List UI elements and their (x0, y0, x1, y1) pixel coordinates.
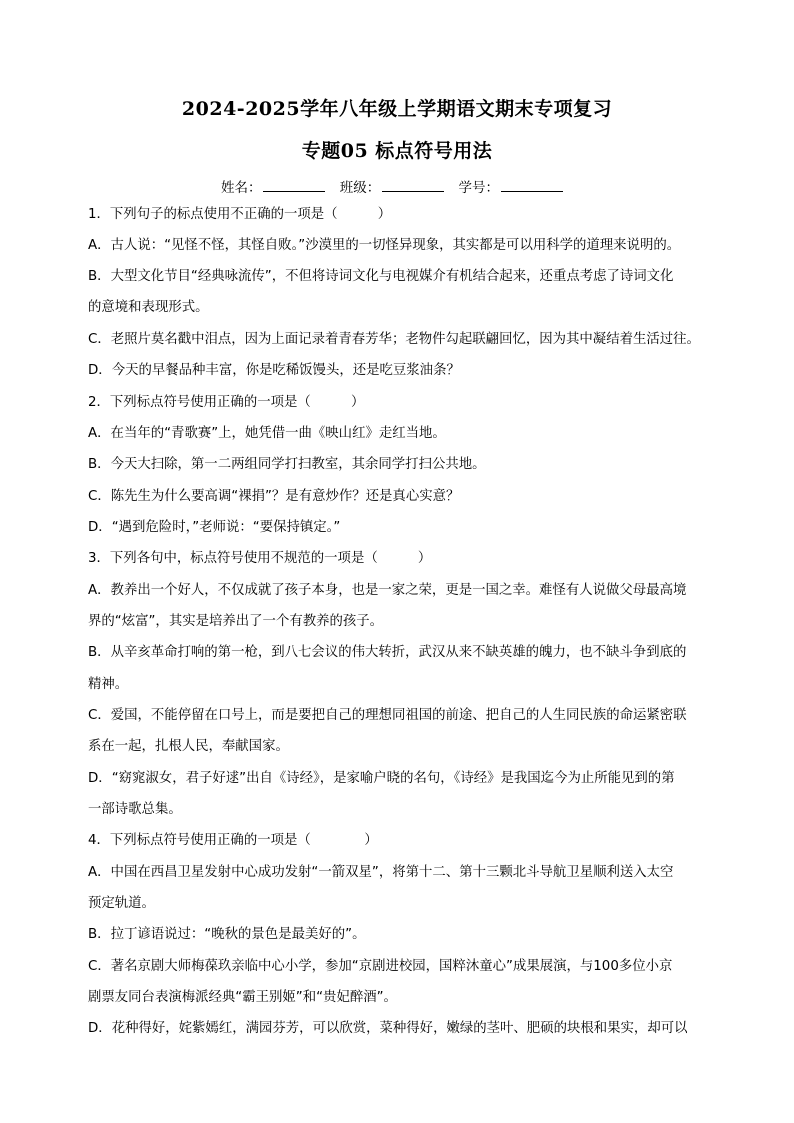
question-3-option-d-cont: 一部诗歌总集。 (88, 802, 182, 817)
name-label: 姓名： (220, 180, 262, 196)
question-1-option-b-cont: 的意境和表现形式。 (88, 300, 209, 315)
question-2-option-b: B．今天大扫除，第一二两组同学打扫教室，其余同学打扫公共地。 (88, 457, 486, 472)
question-4-option-c-cont: 剧票友同台表演梅派经典“霸王别姬”和“贵妃醉酒”。 (88, 990, 397, 1005)
document-subtitle: 专题05 标点符号用法 (301, 140, 493, 162)
question-1-option-d: D．今天的早餐品种丰富，你是吃稀饭馒头，还是吃豆浆油条？ (88, 363, 460, 378)
question-1-option-b: B．大型文化节目“经典咏流传”，不但将诗词文化与电视媒介有机结合起来，还重点考虑了诗词文化 (88, 269, 674, 284)
question-4-stem: 4．下列标点符号使用正确的一项是（ ） (88, 833, 378, 848)
name-blank[interactable] (263, 178, 325, 192)
question-1-option-a: A．古人说：“见怪不怪，其怪自败。”沙漠里的一切怪异现象，其实都是可以用科学的道理来说明的。 (88, 238, 681, 253)
question-2-option-c: C．陈先生为什么要高调“裸捐”？是有意炒作？还是真心实意？ (88, 489, 460, 504)
question-4-option-c: C．著名京剧大师梅葆玖亲临中心小学，参加“京剧进校园，国粹沐童心”成果展演，与100多位小京 (88, 959, 673, 974)
id-blank[interactable] (501, 178, 563, 192)
question-3-stem: 3．下列各句中，标点符号使用不规范的一项是（ ） (88, 551, 432, 566)
question-2-option-a: A．在当年的“青歌赛”上，她凭借一曲《映山红》走红当地。 (88, 426, 446, 441)
id-label: 学号： (458, 180, 500, 196)
question-3-option-a: A．教养出一个好人，不仅成就了孩子本身，也是一家之荣，更是一国之幸。难怪有人说做父母最高境 (88, 583, 687, 598)
question-4-option-a-cont: 预定轨道。 (88, 896, 155, 911)
student-info-line (0, 176, 794, 196)
question-1-option-c: C．老照片莫名戳中泪点，因为上面记录着青春芳华；老物件勾起联翩回忆，因为其中凝结着生活过往。 (88, 332, 700, 347)
document-title: 2024-2025学年八年级上学期语文期末专项复习 (181, 98, 613, 120)
question-2-option-d: D．“遇到危险时，”老师说：“要保持镇定。” (88, 520, 341, 535)
question-3-option-b-cont: 精神。 (88, 677, 129, 692)
question-2-stem: 2．下列标点符号使用正确的一项是（ ） (88, 395, 365, 410)
question-3-option-b: B．从辛亥革命打响的第一枪，到八七会议的伟大转折，武汉从来不缺英雄的魄力，也不缺斗争到底的 (88, 645, 687, 660)
question-4-option-a: A．中国在西昌卫星发射中心成功发射“一箭双星”，将第十二、第十三颗北斗导航卫星顺利送入太空 (88, 865, 674, 880)
question-3-option-c: C．爱国，不能停留在口号上，而是要把自己的理想同祖国的前途、把自己的人生同民族的命运紧密联 (88, 708, 687, 723)
question-4-option-d: D．花种得好，姹紫嫣红，满园芬芳，可以欣赏，菜种得好，嫩绿的茎叶、肥硕的块根和果实，却可以 (88, 1021, 688, 1036)
question-3-option-d: D．“窈窕淑女，君子好逑”出自《诗经》，是家喻户晓的名句，《诗经》是我国迄今为止所能见到的第 (88, 771, 675, 786)
question-4-option-b: B．拉丁谚语说过：“晚秋的景色是最美好的”。 (88, 927, 366, 942)
question-1-stem: 1．下列句子的标点使用不正确的一项是（ ） (88, 207, 392, 222)
question-3-option-c-cont: 系在一起，扎根人民，奉献国家。 (88, 739, 289, 754)
question-3-option-a-cont: 界的“炫富”，其实是培养出了一个有教养的孩子。 (88, 614, 384, 629)
class-blank[interactable] (382, 178, 444, 192)
class-label: 班级： (339, 180, 381, 196)
